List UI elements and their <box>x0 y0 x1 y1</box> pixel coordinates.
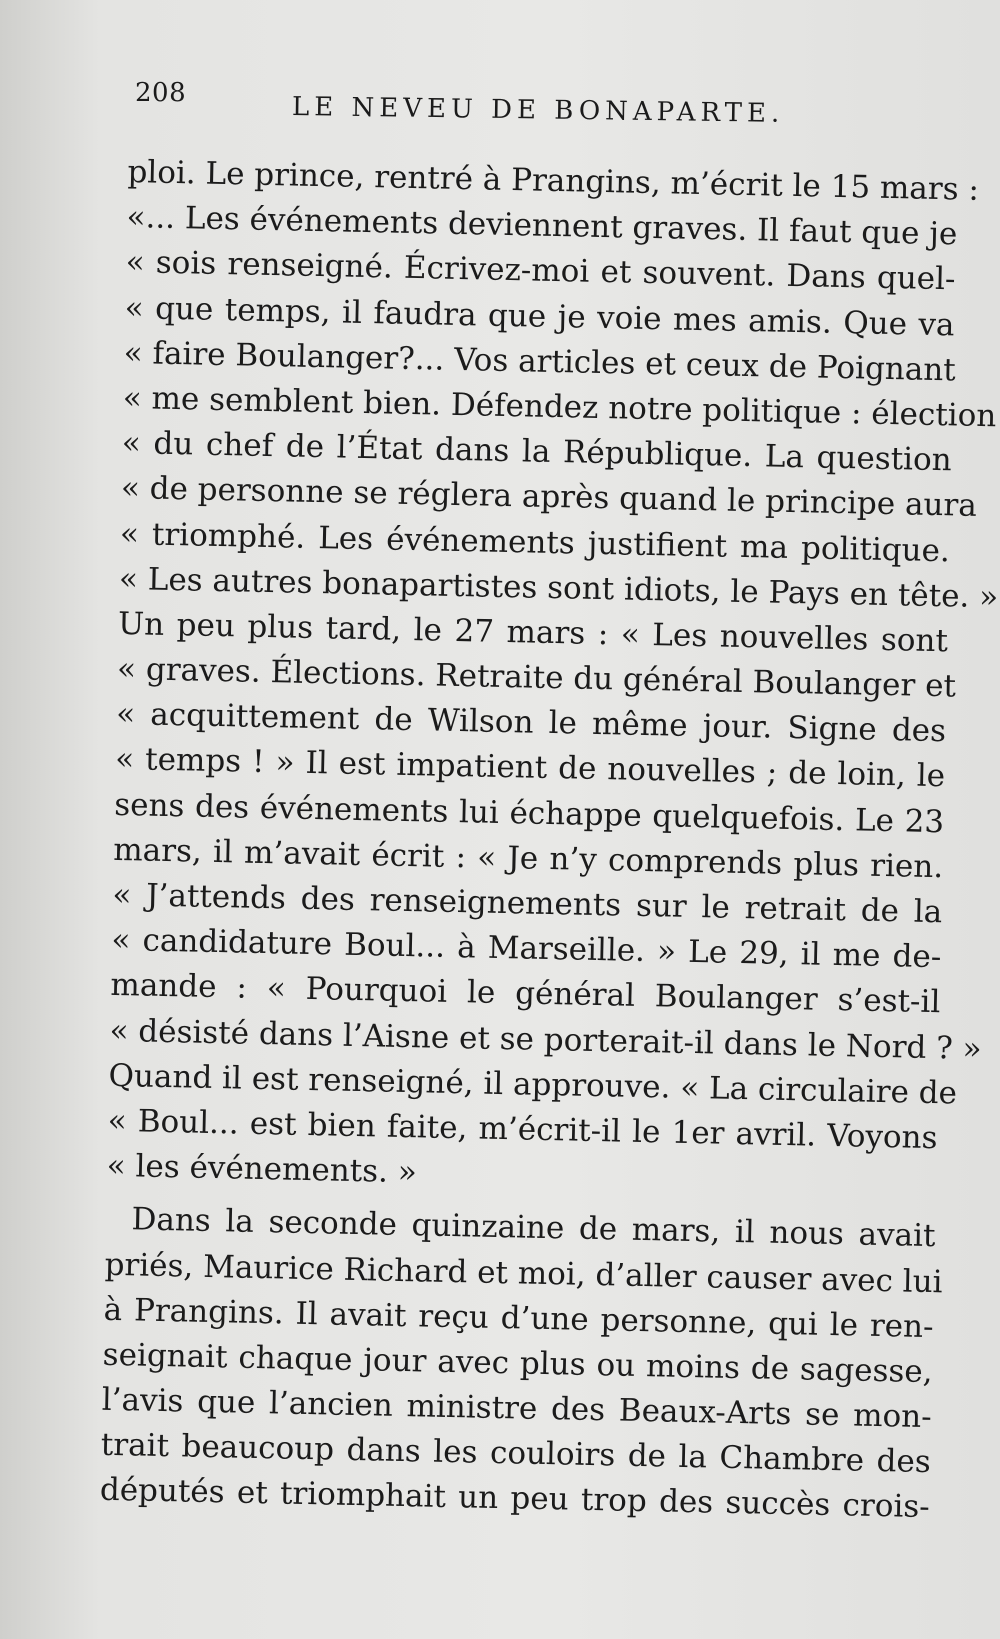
running-title: LE NEVEU DE BONAPARTE. <box>291 92 785 129</box>
text-line: « faire Boulanger?... Vos articles et ceux de Poignant <box>123 334 957 389</box>
text-line: « J’attends des renseignements sur le retrait de la <box>112 876 943 931</box>
text-line: ploi. Le prince, rentré à Prangins, m’écrit le 15 mars : <box>127 153 980 208</box>
text-line: trait beaucoup dans les couloirs de la Chambre des <box>100 1426 932 1481</box>
text-line: «... Les événements deviennent graves. Il faut que je <box>126 199 958 253</box>
text-line: l’avis que l’ancien ministre des Beaux-Arts se mon- <box>101 1381 933 1436</box>
text-line: priés, Maurice Richard et moi, d’aller causer avec lui <box>104 1246 943 1300</box>
text-line: Dans la seconde quinzaine de mars, il nous avait <box>131 1201 936 1255</box>
text-line: Quand il est renseigné, il approuve. « La circulaire de <box>108 1057 958 1112</box>
text-line: « graves. Élections. Retraite du général Boulanger et <box>116 650 957 705</box>
text-line: à Prangins. Il avait reçu d’une personne, qui le ren- <box>103 1291 934 1345</box>
text-line: « de personne se réglera après quand le principe aura <box>120 470 978 525</box>
text-line: « temps ! » Il est impatient de nouvelles ; de loin, le <box>114 741 946 795</box>
text-line: « sois renseigné. Écrivez-moi et souvent. Dans quel- <box>125 244 956 298</box>
text-line: Un peu plus tard, le 27 mars : « Les nouvelles sont <box>117 605 949 660</box>
text-line: « acquittement de Wilson le même jour. Signe des <box>115 696 947 750</box>
text-line: mande : « Pourquoi le général Boulanger s’est-il <box>110 967 941 1021</box>
page-number: 208 <box>135 78 187 108</box>
text-line: « me semblent bien. Défendez notre politique : élection <box>122 379 997 435</box>
text-line: seignait chaque jour avec plus ou moins de sagesse, <box>102 1336 933 1390</box>
text-line: sens des événements lui échappe quelquefois. Le 23 <box>113 786 945 840</box>
body-text <box>99 150 999 1531</box>
text-line: « Boul... est bien faite, m’écrit-il le 1er avril. Voyons <box>107 1102 938 1157</box>
text-line: députés et triomphait un peu trop des succès crois- <box>99 1472 931 1526</box>
text-line: mars, il m’avait écrit : « Je n’y comprends plus rien. <box>112 831 944 886</box>
text-line: « que temps, il faudra que je voie mes amis. Que va <box>124 289 955 343</box>
text-line: « Les autres bonapartistes sont idiots, le Pays en tête. » <box>118 560 999 616</box>
text-line: « les événements. » <box>106 1147 418 1191</box>
text-line: « du chef de l’État dans la République. La question <box>121 425 953 479</box>
text-line: « candidature Boul... à Marseille. » Le 29, il me de- <box>111 922 942 976</box>
text-line: « désisté dans l’Aisne et se porterait-il dans le Nord ? » <box>109 1012 982 1067</box>
text-line: « triomphé. Les événements justifient ma politique. <box>119 515 951 569</box>
